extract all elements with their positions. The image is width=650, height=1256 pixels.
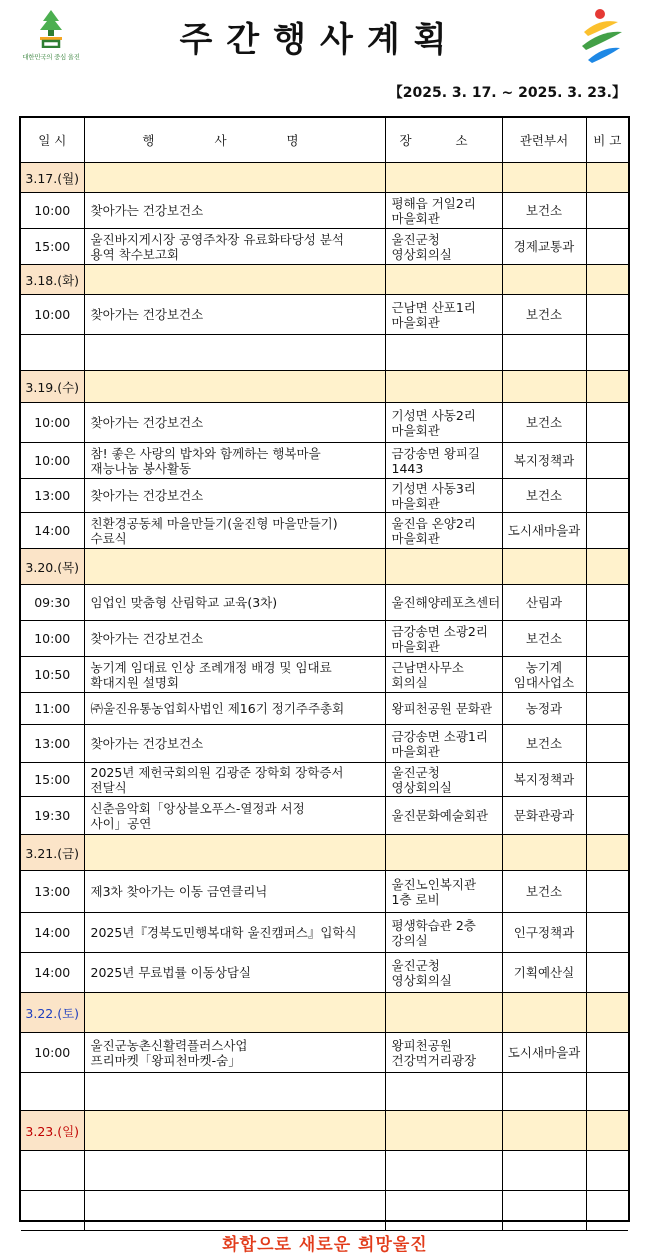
event-note <box>586 513 628 549</box>
event-time: 11:00 <box>21 693 84 725</box>
event-name: 찾아가는 건강보건소 <box>84 621 385 657</box>
period-range: 【2025. 3. 17. ~ 2025. 3. 23.】 <box>388 85 626 101</box>
event-dept: 보건소 <box>502 621 586 657</box>
date-row-empty-cell <box>502 163 586 193</box>
event-place: 왕피천공원 건강먹거리광장 <box>385 1033 502 1073</box>
event-dept: 보건소 <box>502 725 586 763</box>
event-name <box>84 1073 385 1111</box>
event-time <box>21 1073 84 1111</box>
event-place: 울진읍 온양2리 마을회관 <box>385 513 502 549</box>
event-name: 울진군농촌신활력플러스사업 프리마켓「왕피천마켓-숨」 <box>84 1033 385 1073</box>
event-time: 09:30 <box>21 585 84 621</box>
event-name <box>84 1151 385 1191</box>
event-dept: 복지정책과 <box>502 763 586 797</box>
event-place: 울진군청 영상회의실 <box>385 763 502 797</box>
event-place: 평해읍 거일2리 마을회관 <box>385 193 502 229</box>
event-name: 찾아가는 건강보건소 <box>84 725 385 763</box>
table-row <box>21 913 628 953</box>
event-note <box>586 295 628 335</box>
table-row <box>21 693 628 725</box>
table-row <box>21 1073 628 1111</box>
event-dept: 복지정책과 <box>502 443 586 479</box>
date-row-empty-cell <box>586 371 628 403</box>
date-row-empty-cell <box>84 371 385 403</box>
event-dept: 보건소 <box>502 295 586 335</box>
event-place: 울진해양레포츠센터 <box>385 585 502 621</box>
col-header-time: 일 시 <box>21 118 84 163</box>
event-note <box>586 585 628 621</box>
event-dept: 경제교통과 <box>502 229 586 265</box>
date-row-empty-cell <box>586 163 628 193</box>
table-row <box>21 953 628 993</box>
event-place: 울진노인복지관 1층 로비 <box>385 871 502 913</box>
uljin-county-logo <box>20 8 82 66</box>
event-name: 찾아가는 건강보건소 <box>84 193 385 229</box>
event-note <box>586 335 628 371</box>
col-header-note: 비 고 <box>586 118 628 163</box>
event-note <box>586 443 628 479</box>
event-dept: 농정과 <box>502 693 586 725</box>
event-place: 울진군청 영상회의실 <box>385 953 502 993</box>
event-place: 왕피천공원 문화관 <box>385 693 502 725</box>
tree-emblem-icon <box>34 8 68 48</box>
date-row-empty-cell <box>502 993 586 1033</box>
event-dept: 보건소 <box>502 403 586 443</box>
event-dept: 농기계 임대사업소 <box>502 657 586 693</box>
date-row-empty-cell <box>586 993 628 1033</box>
date-row-empty-cell <box>385 549 502 585</box>
date-row-empty-cell <box>502 371 586 403</box>
event-dept: 보건소 <box>502 479 586 513</box>
event-name: 농기계 임대료 인상 조례개정 배경 및 임대료 확대지원 설명회 <box>84 657 385 693</box>
col-header-place: 장 소 <box>385 118 502 163</box>
event-place <box>385 1191 502 1231</box>
date-label: 3.20.(목) <box>21 549 84 585</box>
event-note <box>586 621 628 657</box>
event-name: 2025년『경북도민행복대학 울진캠퍼스』입학식 <box>84 913 385 953</box>
page-header <box>0 0 650 101</box>
event-note <box>586 1191 628 1231</box>
date-row-empty-cell <box>84 1111 385 1151</box>
date-row <box>21 549 628 585</box>
date-label: 3.21.(금) <box>21 835 84 871</box>
table-row <box>21 657 628 693</box>
table-row <box>21 1033 628 1073</box>
event-place: 금강송면 소광2리 마을회관 <box>385 621 502 657</box>
event-place <box>385 1073 502 1111</box>
event-note <box>586 479 628 513</box>
date-row-empty-cell <box>586 549 628 585</box>
event-name <box>84 1191 385 1231</box>
table-row <box>21 403 628 443</box>
date-row-empty-cell <box>84 265 385 295</box>
date-row-empty-cell <box>385 993 502 1033</box>
event-place: 금강송면 소광1리 마을회관 <box>385 725 502 763</box>
event-dept <box>502 1151 586 1191</box>
event-note <box>586 693 628 725</box>
event-dept: 도시새마을과 <box>502 1033 586 1073</box>
event-dept: 도시새마을과 <box>502 513 586 549</box>
date-label: 3.19.(수) <box>21 371 84 403</box>
table-header-row <box>21 118 628 163</box>
event-dept: 인구정책과 <box>502 913 586 953</box>
event-time: 10:00 <box>21 443 84 479</box>
event-time <box>21 1151 84 1191</box>
event-time: 14:00 <box>21 913 84 953</box>
date-row-empty-cell <box>84 835 385 871</box>
schedule-table <box>21 118 628 1231</box>
event-dept <box>502 335 586 371</box>
event-name: 찾아가는 건강보건소 <box>84 403 385 443</box>
event-dept: 기획예산실 <box>502 953 586 993</box>
table-row <box>21 479 628 513</box>
col-header-dept: 관련부서 <box>502 118 586 163</box>
event-time: 19:30 <box>21 797 84 835</box>
date-row-empty-cell <box>385 835 502 871</box>
event-name: 찾아가는 건강보건소 <box>84 295 385 335</box>
col-header-event: 행 사 명 <box>84 118 385 163</box>
event-name: 임업인 맞춤형 산림학교 교육(3차) <box>84 585 385 621</box>
date-row-empty-cell <box>385 265 502 295</box>
event-time <box>21 335 84 371</box>
event-dept <box>502 1073 586 1111</box>
event-place: 평생학습관 2층 강의실 <box>385 913 502 953</box>
date-row-empty-cell <box>385 371 502 403</box>
date-row <box>21 163 628 193</box>
date-row-empty-cell <box>586 835 628 871</box>
table-row <box>21 229 628 265</box>
date-label: 3.18.(화) <box>21 265 84 295</box>
event-note <box>586 193 628 229</box>
event-note <box>586 797 628 835</box>
event-name: 2025년 무료법률 이동상담실 <box>84 953 385 993</box>
event-name: 친환경공동체 마을만들기(울진형 마을만들기) 수료식 <box>84 513 385 549</box>
event-note <box>586 725 628 763</box>
event-place: 울진문화예술회관 <box>385 797 502 835</box>
event-dept <box>502 1191 586 1231</box>
schedule-table-frame <box>19 116 630 1222</box>
footer-slogan: 화합으로 새로운 희망울진 <box>222 1235 428 1255</box>
date-row <box>21 1111 628 1151</box>
event-note <box>586 953 628 993</box>
table-row <box>21 1151 628 1191</box>
event-time: 13:00 <box>21 871 84 913</box>
event-dept: 보건소 <box>502 871 586 913</box>
event-time: 13:00 <box>21 725 84 763</box>
table-row <box>21 335 628 371</box>
event-note <box>586 403 628 443</box>
table-row <box>21 1191 628 1231</box>
event-name: 울진바지게시장 공영주차장 유료화타당성 분석 용역 착수보고회 <box>84 229 385 265</box>
event-time: 14:00 <box>21 513 84 549</box>
event-name: 신춘음악회「앙상블오푸스-열정과 서정 사이」공연 <box>84 797 385 835</box>
table-row <box>21 763 628 797</box>
event-time: 10:00 <box>21 1033 84 1073</box>
date-row-empty-cell <box>502 1111 586 1151</box>
event-note <box>586 1151 628 1191</box>
table-row <box>21 443 628 479</box>
event-place: 근남면사무소 회의실 <box>385 657 502 693</box>
event-time <box>21 1191 84 1231</box>
table-row <box>21 725 628 763</box>
event-note <box>586 871 628 913</box>
logo-caption: 대한민국의 중심 울진 <box>22 53 80 61</box>
event-place: 근남면 산포1리 마을회관 <box>385 295 502 335</box>
schedule-body <box>21 163 628 1231</box>
event-note <box>586 1033 628 1073</box>
date-row <box>21 265 628 295</box>
date-row-empty-cell <box>84 993 385 1033</box>
event-note <box>586 1073 628 1111</box>
event-time: 15:00 <box>21 229 84 265</box>
table-row <box>21 871 628 913</box>
date-row <box>21 993 628 1033</box>
event-note <box>586 229 628 265</box>
date-row-empty-cell <box>385 163 502 193</box>
event-dept: 산림과 <box>502 585 586 621</box>
event-name <box>84 335 385 371</box>
table-row <box>21 585 628 621</box>
event-time: 10:00 <box>21 403 84 443</box>
date-label: 3.17.(월) <box>21 163 84 193</box>
event-note <box>586 763 628 797</box>
table-row <box>21 621 628 657</box>
table-row <box>21 513 628 549</box>
table-row <box>21 295 628 335</box>
event-name: 제3차 찾아가는 이동 금연클리닉 <box>84 871 385 913</box>
date-row-empty-cell <box>502 549 586 585</box>
date-row <box>21 835 628 871</box>
event-place: 금강송면 왕피길 1443 <box>385 443 502 479</box>
page-title: 주간행사계획 <box>179 20 461 60</box>
date-row-empty-cell <box>502 265 586 295</box>
event-place: 기성면 사동2리 마을회관 <box>385 403 502 443</box>
event-place: 기성면 사동3리 마을회관 <box>385 479 502 513</box>
event-place: 울진군청 영상회의실 <box>385 229 502 265</box>
event-dept: 보건소 <box>502 193 586 229</box>
event-time: 10:00 <box>21 193 84 229</box>
table-row <box>21 797 628 835</box>
date-row <box>21 371 628 403</box>
event-note <box>586 913 628 953</box>
event-time: 10:00 <box>21 621 84 657</box>
table-row <box>21 193 628 229</box>
date-label: 3.22.(토) <box>21 993 84 1033</box>
date-row-empty-cell <box>84 163 385 193</box>
event-name: 2025년 제헌국회의원 김광준 장학회 장학증서 전달식 <box>84 763 385 797</box>
date-row-empty-cell <box>586 265 628 295</box>
event-time: 14:00 <box>21 953 84 993</box>
event-time: 15:00 <box>21 763 84 797</box>
event-place <box>385 1151 502 1191</box>
event-time: 10:50 <box>21 657 84 693</box>
uljin-symbol-icon <box>578 8 626 64</box>
event-name: 찾아가는 건강보건소 <box>84 479 385 513</box>
date-label: 3.23.(일) <box>21 1111 84 1151</box>
event-note <box>586 657 628 693</box>
date-row-empty-cell <box>586 1111 628 1151</box>
date-row-empty-cell <box>502 835 586 871</box>
event-name: 참! 좋은 사랑의 밥차와 함께하는 행복마을 재능나눔 봉사활동 <box>84 443 385 479</box>
event-time: 13:00 <box>21 479 84 513</box>
date-row-empty-cell <box>385 1111 502 1151</box>
date-row-empty-cell <box>84 549 385 585</box>
event-name: ㈜울진유통농업회사법인 제16기 정기주주총회 <box>84 693 385 725</box>
event-time: 10:00 <box>21 295 84 335</box>
event-place <box>385 335 502 371</box>
event-dept: 문화관광과 <box>502 797 586 835</box>
